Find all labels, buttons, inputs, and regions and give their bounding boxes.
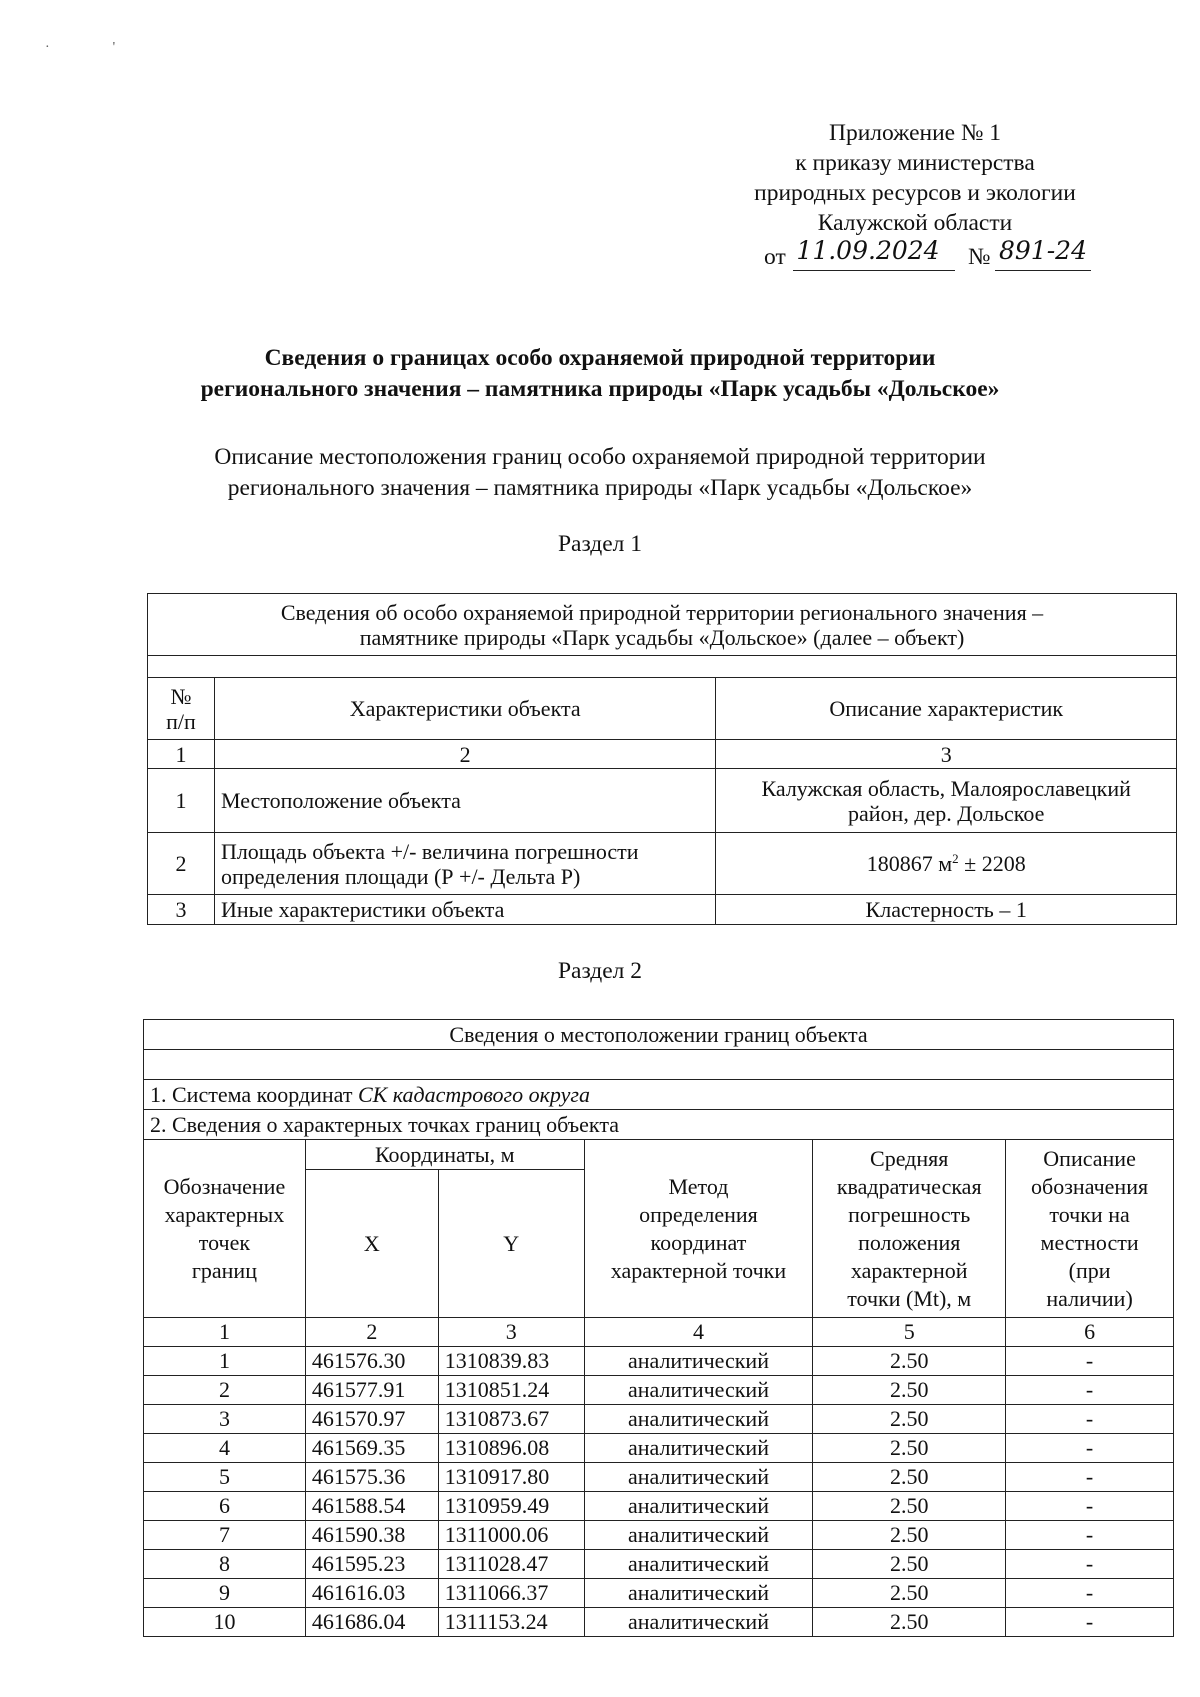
- index-cell: 3: [716, 740, 1177, 769]
- table-row: [144, 1405, 1174, 1434]
- point-description: -: [1006, 1434, 1174, 1463]
- point-number: 5: [144, 1463, 306, 1492]
- col-coords-header: Координаты, м: [305, 1140, 584, 1170]
- point-number: 10: [144, 1608, 306, 1637]
- header-line: положения: [858, 1229, 961, 1255]
- point-y: 1311153.24: [438, 1608, 584, 1637]
- char-line-1: Площадь объекта +/- величина погрешности: [220, 838, 639, 864]
- point-number: 4: [144, 1434, 306, 1463]
- appendix-line-4: Калужской области: [817, 210, 1013, 236]
- point-description: -: [1006, 1405, 1174, 1434]
- scan-specks: · ': [45, 40, 116, 55]
- point-mt: 2.50: [813, 1405, 1006, 1434]
- point-x: 461616.03: [305, 1579, 438, 1608]
- boundary-points-table: [143, 1019, 1174, 1637]
- table-row: [144, 1376, 1174, 1405]
- header-line: точек: [198, 1229, 251, 1255]
- table-header-row: [148, 678, 1177, 740]
- point-method: аналитический: [584, 1521, 813, 1550]
- col-num-header: [148, 678, 215, 740]
- order-number-sign: №: [968, 244, 991, 270]
- index-cell: 1: [144, 1318, 306, 1347]
- col-char-header: Характеристики объекта: [214, 678, 715, 740]
- row-characteristic: Иные характеристики объекта: [214, 895, 715, 925]
- row-number: 3: [148, 895, 215, 925]
- title-line-2: регионального значения – памятника природы «Парк усадьбы «Дольское»: [200, 376, 1000, 402]
- header-line: обозначения: [1031, 1173, 1149, 1199]
- caption-line-1: Сведения об особо охраняемой природной территории регионального значения –: [280, 599, 1044, 625]
- row-description: [716, 769, 1177, 833]
- point-y: 1311066.37: [438, 1579, 584, 1608]
- point-y: 1310839.83: [438, 1347, 584, 1376]
- point-mt: 2.50: [813, 1608, 1006, 1637]
- point-mt: 2.50: [813, 1376, 1006, 1405]
- index-cell: 2: [214, 740, 715, 769]
- point-description: -: [1006, 1550, 1174, 1579]
- point-mt: 2.50: [813, 1347, 1006, 1376]
- char-line-2: определения площади (Р +/- Дельта Р): [220, 863, 581, 889]
- point-method: аналитический: [584, 1463, 813, 1492]
- header-line: границ: [191, 1257, 257, 1283]
- order-number-handwritten: 891-24: [999, 236, 1087, 265]
- system-value: СК кадастрового округа: [357, 1081, 590, 1107]
- header-line: точки на: [1049, 1201, 1130, 1227]
- table-spacer-row: [148, 656, 1177, 678]
- point-mt: 2.50: [813, 1434, 1006, 1463]
- point-description: -: [1006, 1608, 1174, 1637]
- table-header-row: [144, 1140, 1174, 1170]
- object-info-table: [147, 593, 1177, 925]
- header-line: точки (Mt), м: [847, 1285, 972, 1311]
- point-x: 461570.97: [305, 1405, 438, 1434]
- point-method: аналитический: [584, 1550, 813, 1579]
- point-y: 1310917.80: [438, 1463, 584, 1492]
- coordinate-system: [144, 1080, 1174, 1110]
- point-x: 461569.35: [305, 1434, 438, 1463]
- point-method: аналитический: [584, 1492, 813, 1521]
- point-description: -: [1006, 1347, 1174, 1376]
- point-y: 1310873.67: [438, 1405, 584, 1434]
- col-points-header: [144, 1140, 306, 1318]
- table-row: [144, 1347, 1174, 1376]
- row-characteristic: Местоположение объекта: [214, 769, 715, 833]
- header-line: квадратическая: [836, 1173, 982, 1199]
- point-y: 1311000.06: [438, 1521, 584, 1550]
- point-y: 1311028.47: [438, 1550, 584, 1579]
- document-title: [100, 343, 1100, 405]
- row-description: [716, 833, 1177, 895]
- point-number: 8: [144, 1550, 306, 1579]
- col-y-header: Y: [438, 1170, 584, 1318]
- header-line: Описание: [1043, 1145, 1136, 1171]
- point-x: 461686.04: [305, 1608, 438, 1637]
- index-cell: 6: [1006, 1318, 1174, 1347]
- table-row: [144, 1608, 1174, 1637]
- point-mt: 2.50: [813, 1550, 1006, 1579]
- point-method: аналитический: [584, 1579, 813, 1608]
- point-description: -: [1006, 1521, 1174, 1550]
- point-number: 6: [144, 1492, 306, 1521]
- points-body: [144, 1347, 1174, 1637]
- point-x: 461576.30: [305, 1347, 438, 1376]
- points-caption-row: [144, 1110, 1174, 1140]
- point-mt: 2.50: [813, 1492, 1006, 1521]
- col-method-header: [584, 1140, 813, 1318]
- order-date-handwritten: 11.09.2024: [796, 236, 940, 265]
- appendix-line-2: к приказу министерства: [795, 150, 1035, 176]
- row-description: Кластерность – 1: [716, 895, 1177, 925]
- col-num-line-1: №: [170, 683, 192, 709]
- point-x: 461588.54: [305, 1492, 438, 1521]
- header-line: координат: [650, 1229, 747, 1255]
- table-row: [144, 1521, 1174, 1550]
- point-number: 9: [144, 1579, 306, 1608]
- table-caption-row: [148, 594, 1177, 656]
- desc-line-2: район, дер. Дольское: [848, 800, 1045, 826]
- header-line: определения: [639, 1201, 758, 1227]
- point-x: 461575.36: [305, 1463, 438, 1492]
- col-desc-header: [1006, 1140, 1174, 1318]
- row-number: 1: [148, 769, 215, 833]
- order-date-number-line: [700, 238, 1130, 276]
- caption-line-2: памятнике природы «Парк усадьбы «Дольское» (далее – объект): [359, 624, 965, 650]
- header-line: характерной: [850, 1257, 968, 1283]
- point-description: -: [1006, 1376, 1174, 1405]
- point-number: 1: [144, 1347, 306, 1376]
- index-cell: 4: [584, 1318, 813, 1347]
- table-row: [144, 1463, 1174, 1492]
- desc-line-1: Калужская область, Малоярославецкий: [761, 775, 1131, 801]
- appendix-line-1: Приложение № 1: [828, 120, 1002, 146]
- subtitle-line-1: Описание местоположения границ особо охраняемой природной территории: [214, 444, 986, 470]
- point-method: аналитический: [584, 1434, 813, 1463]
- col-x-header: X: [305, 1170, 438, 1318]
- point-y: 1310851.24: [438, 1376, 584, 1405]
- point-x: 461590.38: [305, 1521, 438, 1550]
- area-value: 180867 м: [866, 851, 953, 876]
- point-method: аналитический: [584, 1405, 813, 1434]
- index-cell: 3: [438, 1318, 584, 1347]
- document-subtitle: [100, 442, 1100, 504]
- point-x: 461595.23: [305, 1550, 438, 1579]
- coordinate-system-row: [144, 1080, 1174, 1110]
- table-caption-row: [144, 1020, 1174, 1050]
- point-method: аналитический: [584, 1376, 813, 1405]
- header-line: Средняя: [870, 1145, 949, 1171]
- header-line: погрешность: [848, 1201, 971, 1227]
- appendix-line-3: природных ресурсов и экологии: [754, 180, 1076, 206]
- point-mt: 2.50: [813, 1579, 1006, 1608]
- boundary-caption: Сведения о местоположении границ объекта: [144, 1020, 1174, 1050]
- index-cell: 2: [305, 1318, 438, 1347]
- section-1-heading: Раздел 1: [557, 531, 643, 557]
- area-unit-exponent: 2: [952, 851, 959, 866]
- title-line-1: Сведения о границах особо охраняемой природной территории: [264, 345, 936, 371]
- table-row: [144, 1579, 1174, 1608]
- object-info-caption: [148, 594, 1177, 656]
- point-mt: 2.50: [813, 1463, 1006, 1492]
- subtitle-line-2: регионального значения – памятника природы «Парк усадьбы «Дольское»: [227, 475, 973, 501]
- col-desc-header: Описание характеристик: [716, 678, 1177, 740]
- header-line: характерных: [164, 1201, 285, 1227]
- number-underline: [995, 270, 1091, 271]
- table-index-row: [148, 740, 1177, 769]
- point-x: 461577.91: [305, 1376, 438, 1405]
- point-number: 2: [144, 1376, 306, 1405]
- index-cell: 5: [813, 1318, 1006, 1347]
- spacer-cell: [144, 1050, 1174, 1080]
- index-cell: 1: [148, 740, 215, 769]
- header-line: Метод: [668, 1173, 729, 1199]
- row-characteristic: [214, 833, 715, 895]
- spacer-cell: [148, 656, 1177, 678]
- points-caption: 2. Сведения о характерных точках границ объекта: [144, 1110, 1174, 1140]
- table-row: [148, 769, 1177, 833]
- area-error: ± 2208: [958, 851, 1026, 876]
- table-row: [148, 833, 1177, 895]
- header-line: характерной точки: [610, 1257, 787, 1283]
- header-line: Обозначение: [163, 1173, 286, 1199]
- col-error-header: [813, 1140, 1006, 1318]
- table-row: [148, 895, 1177, 925]
- table-index-row: [144, 1318, 1174, 1347]
- col-num-line-2: п/п: [166, 708, 196, 734]
- point-number: 3: [144, 1405, 306, 1434]
- table-spacer-row: [144, 1050, 1174, 1080]
- system-prefix: 1. Система координат: [150, 1081, 358, 1107]
- table-row: [144, 1492, 1174, 1521]
- point-description: -: [1006, 1579, 1174, 1608]
- point-mt: 2.50: [813, 1521, 1006, 1550]
- table-row: [144, 1434, 1174, 1463]
- row-number: 2: [148, 833, 215, 895]
- point-method: аналитический: [584, 1347, 813, 1376]
- point-y: 1310896.08: [438, 1434, 584, 1463]
- point-description: -: [1006, 1463, 1174, 1492]
- table-row: [144, 1550, 1174, 1579]
- point-description: -: [1006, 1492, 1174, 1521]
- appendix-header: [700, 118, 1130, 276]
- point-method: аналитический: [584, 1608, 813, 1637]
- header-line: (при: [1068, 1257, 1111, 1283]
- point-y: 1310959.49: [438, 1492, 584, 1521]
- order-date-prefix: от: [764, 244, 786, 270]
- date-underline: [793, 270, 955, 271]
- header-line: местности: [1040, 1229, 1139, 1255]
- section-2-heading: Раздел 2: [557, 958, 643, 984]
- point-number: 7: [144, 1521, 306, 1550]
- header-line: наличии): [1046, 1285, 1133, 1311]
